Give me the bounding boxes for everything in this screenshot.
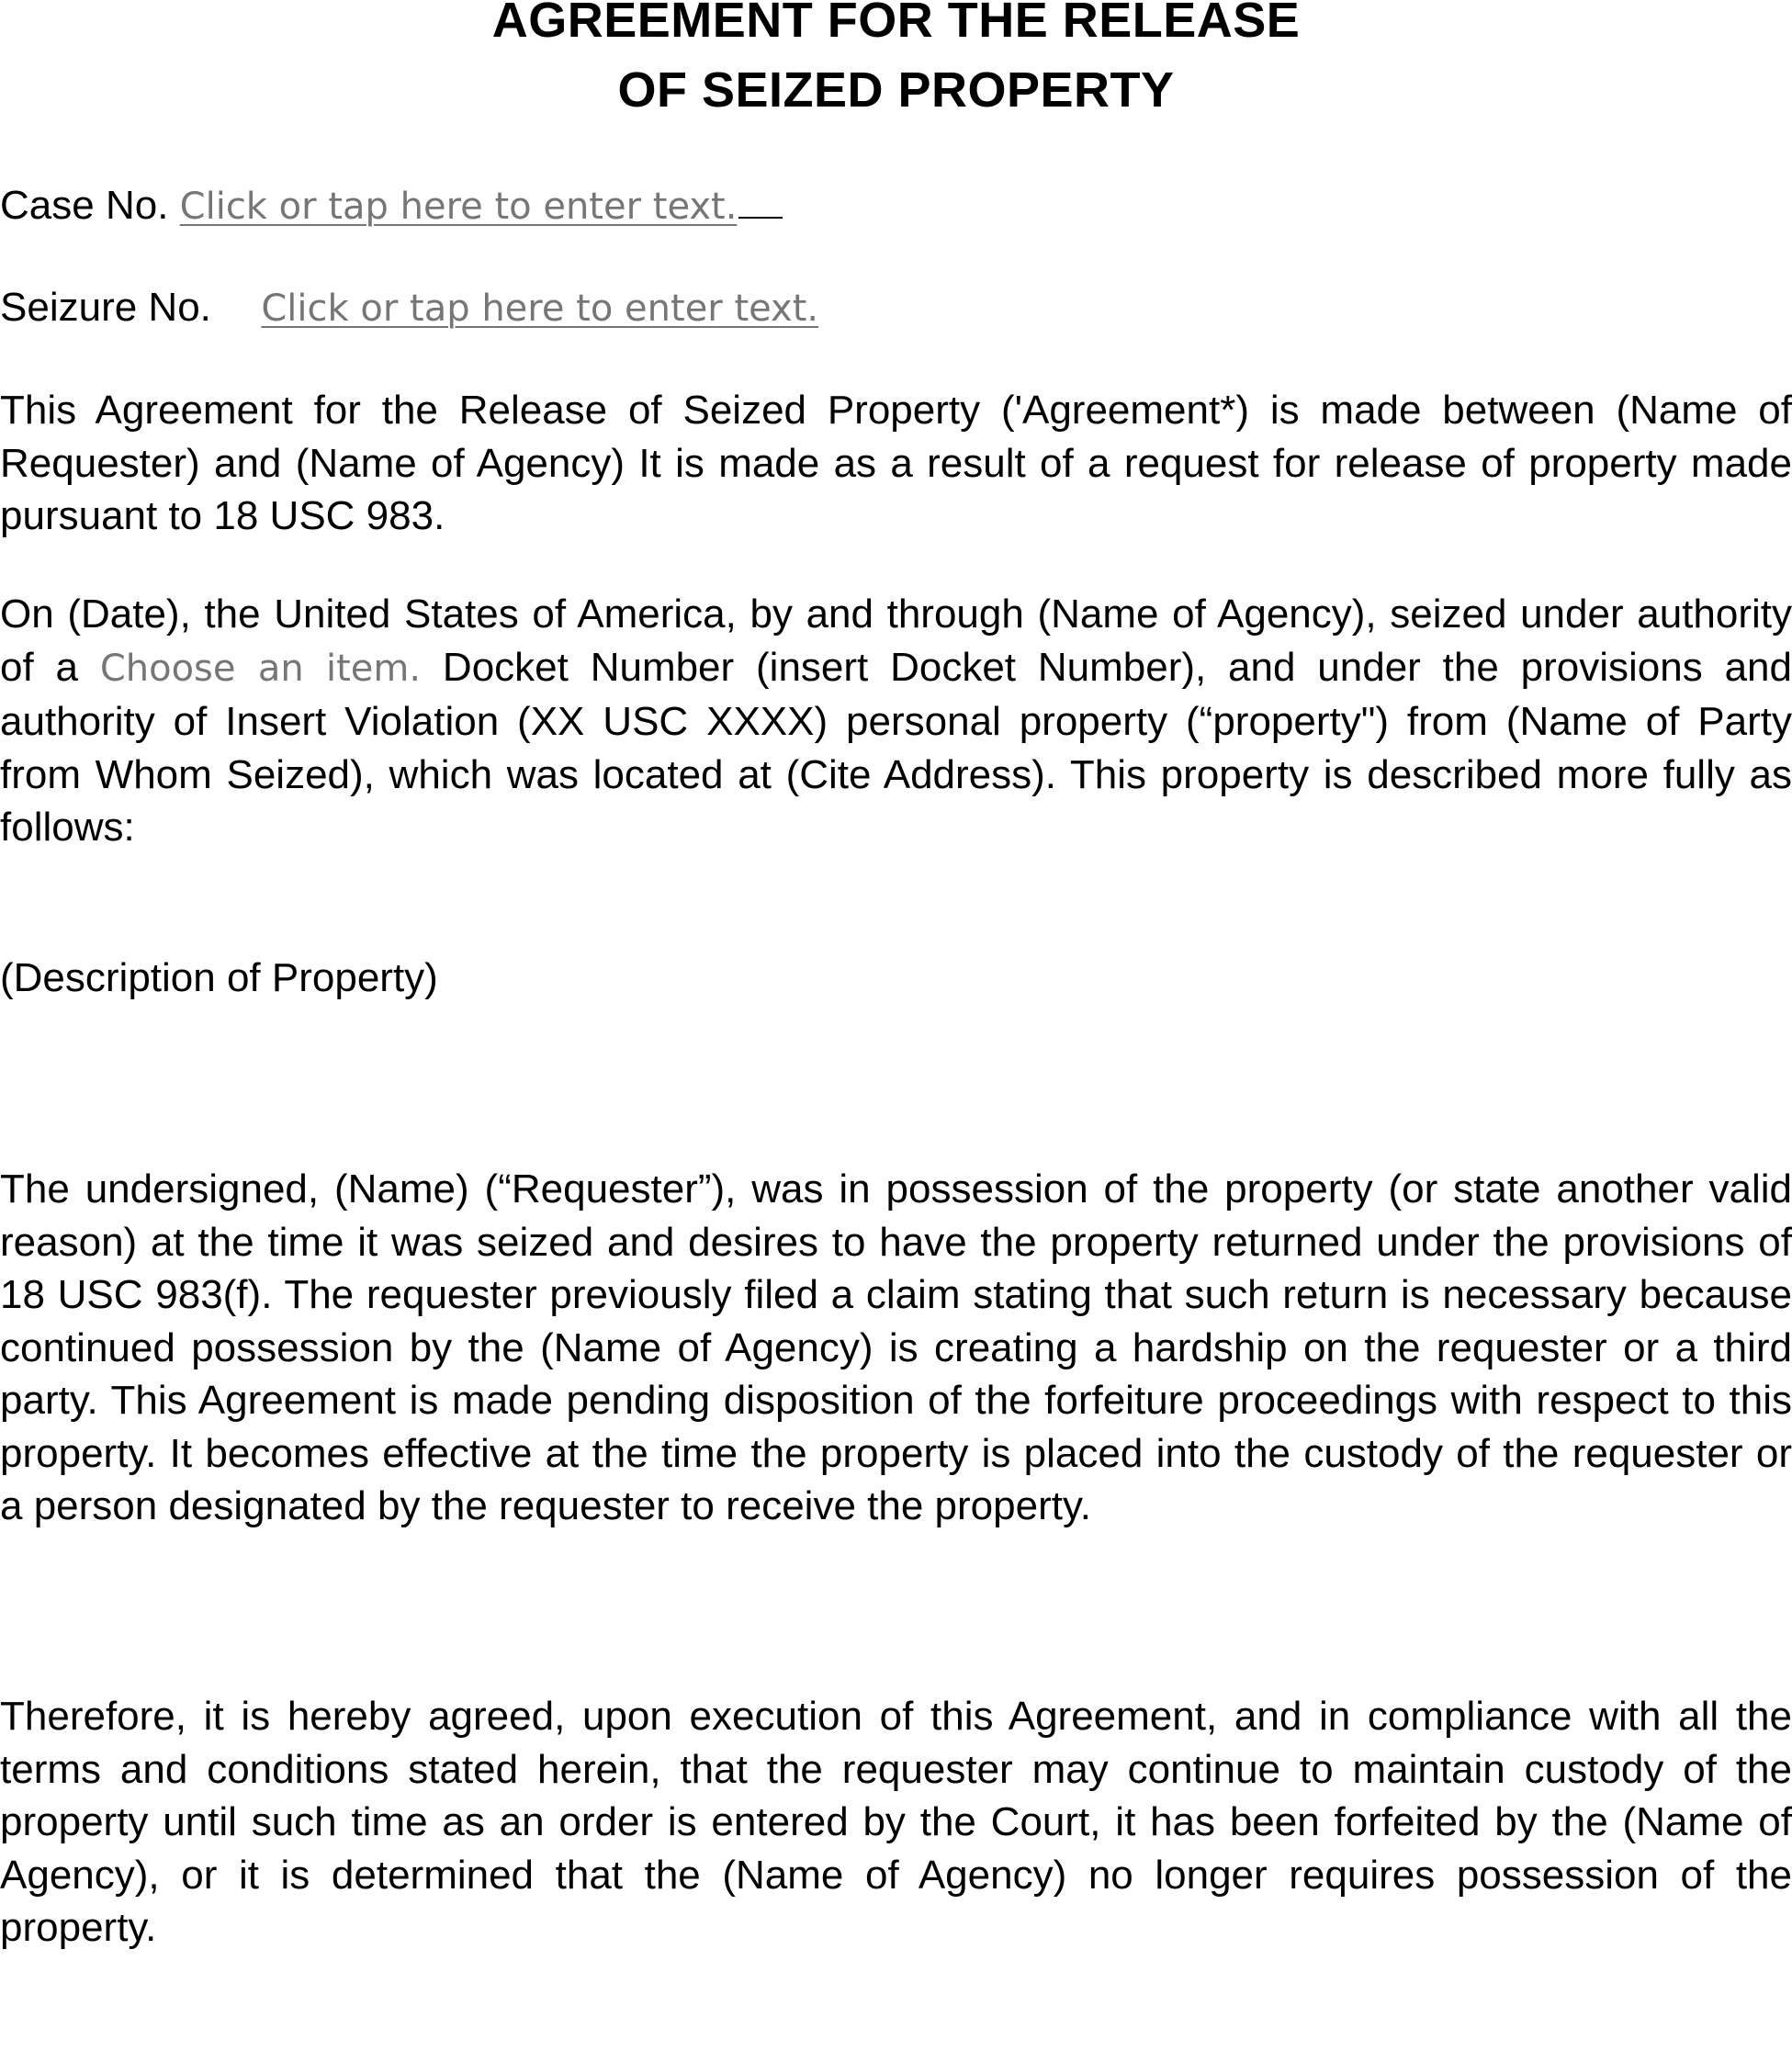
requester-text: The undersigned, (Name) (“Requester”), was in possession of the property (or state another valid reason) at the time it was seized and desires to have the property returned under the provisions of 18 USC 983(f). The requester previously filed a claim stating that such return is necessary because continued possession by the (Name of Agency) is creating a hardship on the requester or a third party. This Agreement is made pending disposition of the forfeiture proceedings with respect to this property. It becomes effective at the time the property is placed into the custody of the requester or a person designated by the requester to receive the property.: [0, 1166, 1792, 1528]
seizure-text-part-1: On (Date), the United States of America, by and through (Name of Agency), seized under authority of a: [0, 592, 1792, 690]
document-title-line-2: OF SEIZED PROPERTY: [617, 62, 1175, 118]
therefore-text: Therefore, it is hereby agreed, upon execution of this Agreement, and in compliance with all the terms and conditions stated herein, that the requester may continue to maintain custody of the property until such time as an order is entered by the Court, it has been forfeited by the (Name of Agency), or it is determined that the (Name of Agency) no longer requires possession of the property.: [0, 1694, 1792, 1950]
seizure-number-row: [0, 282, 818, 334]
intro-paragraph: [0, 384, 1792, 543]
property-description: [0, 952, 1792, 1005]
seizure-number-input[interactable]: Click or tap here to enter text.: [261, 287, 819, 330]
requester-paragraph: [0, 1163, 1792, 1533]
authority-type-dropdown[interactable]: Choose an item.: [99, 647, 422, 690]
case-number-row: [0, 180, 783, 232]
intro-text: This Agreement for the Release of Seized Property ('Agreement*) is made between (Name of Requester) and (Name of Agency) It is made as a result of a request for release of property made pursuant to 18 USC 983.: [0, 388, 1792, 538]
case-number-label: Case No.: [0, 183, 169, 228]
property-description-text: (Description of Property): [0, 955, 438, 1000]
seizure-text-part-2: Docket Number (insert Docket Number), and under the provisions and authority of Insert Violation (XX USC XXXX) personal property (“property") from (Name of Party from Whom Seized), which was located at (Cite Address). This property is described more fully as follows:: [0, 644, 1792, 850]
therefore-paragraph: [0, 1690, 1792, 1955]
seizure-number-label: Seizure No.: [0, 285, 211, 330]
seizure-paragraph: [0, 588, 1792, 854]
case-number-underline: [738, 217, 783, 219]
case-number-input[interactable]: Click or tap here to enter text.: [179, 186, 738, 228]
document-title-line-1: AGREEMENT FOR THE RELEASE: [491, 0, 1301, 48]
